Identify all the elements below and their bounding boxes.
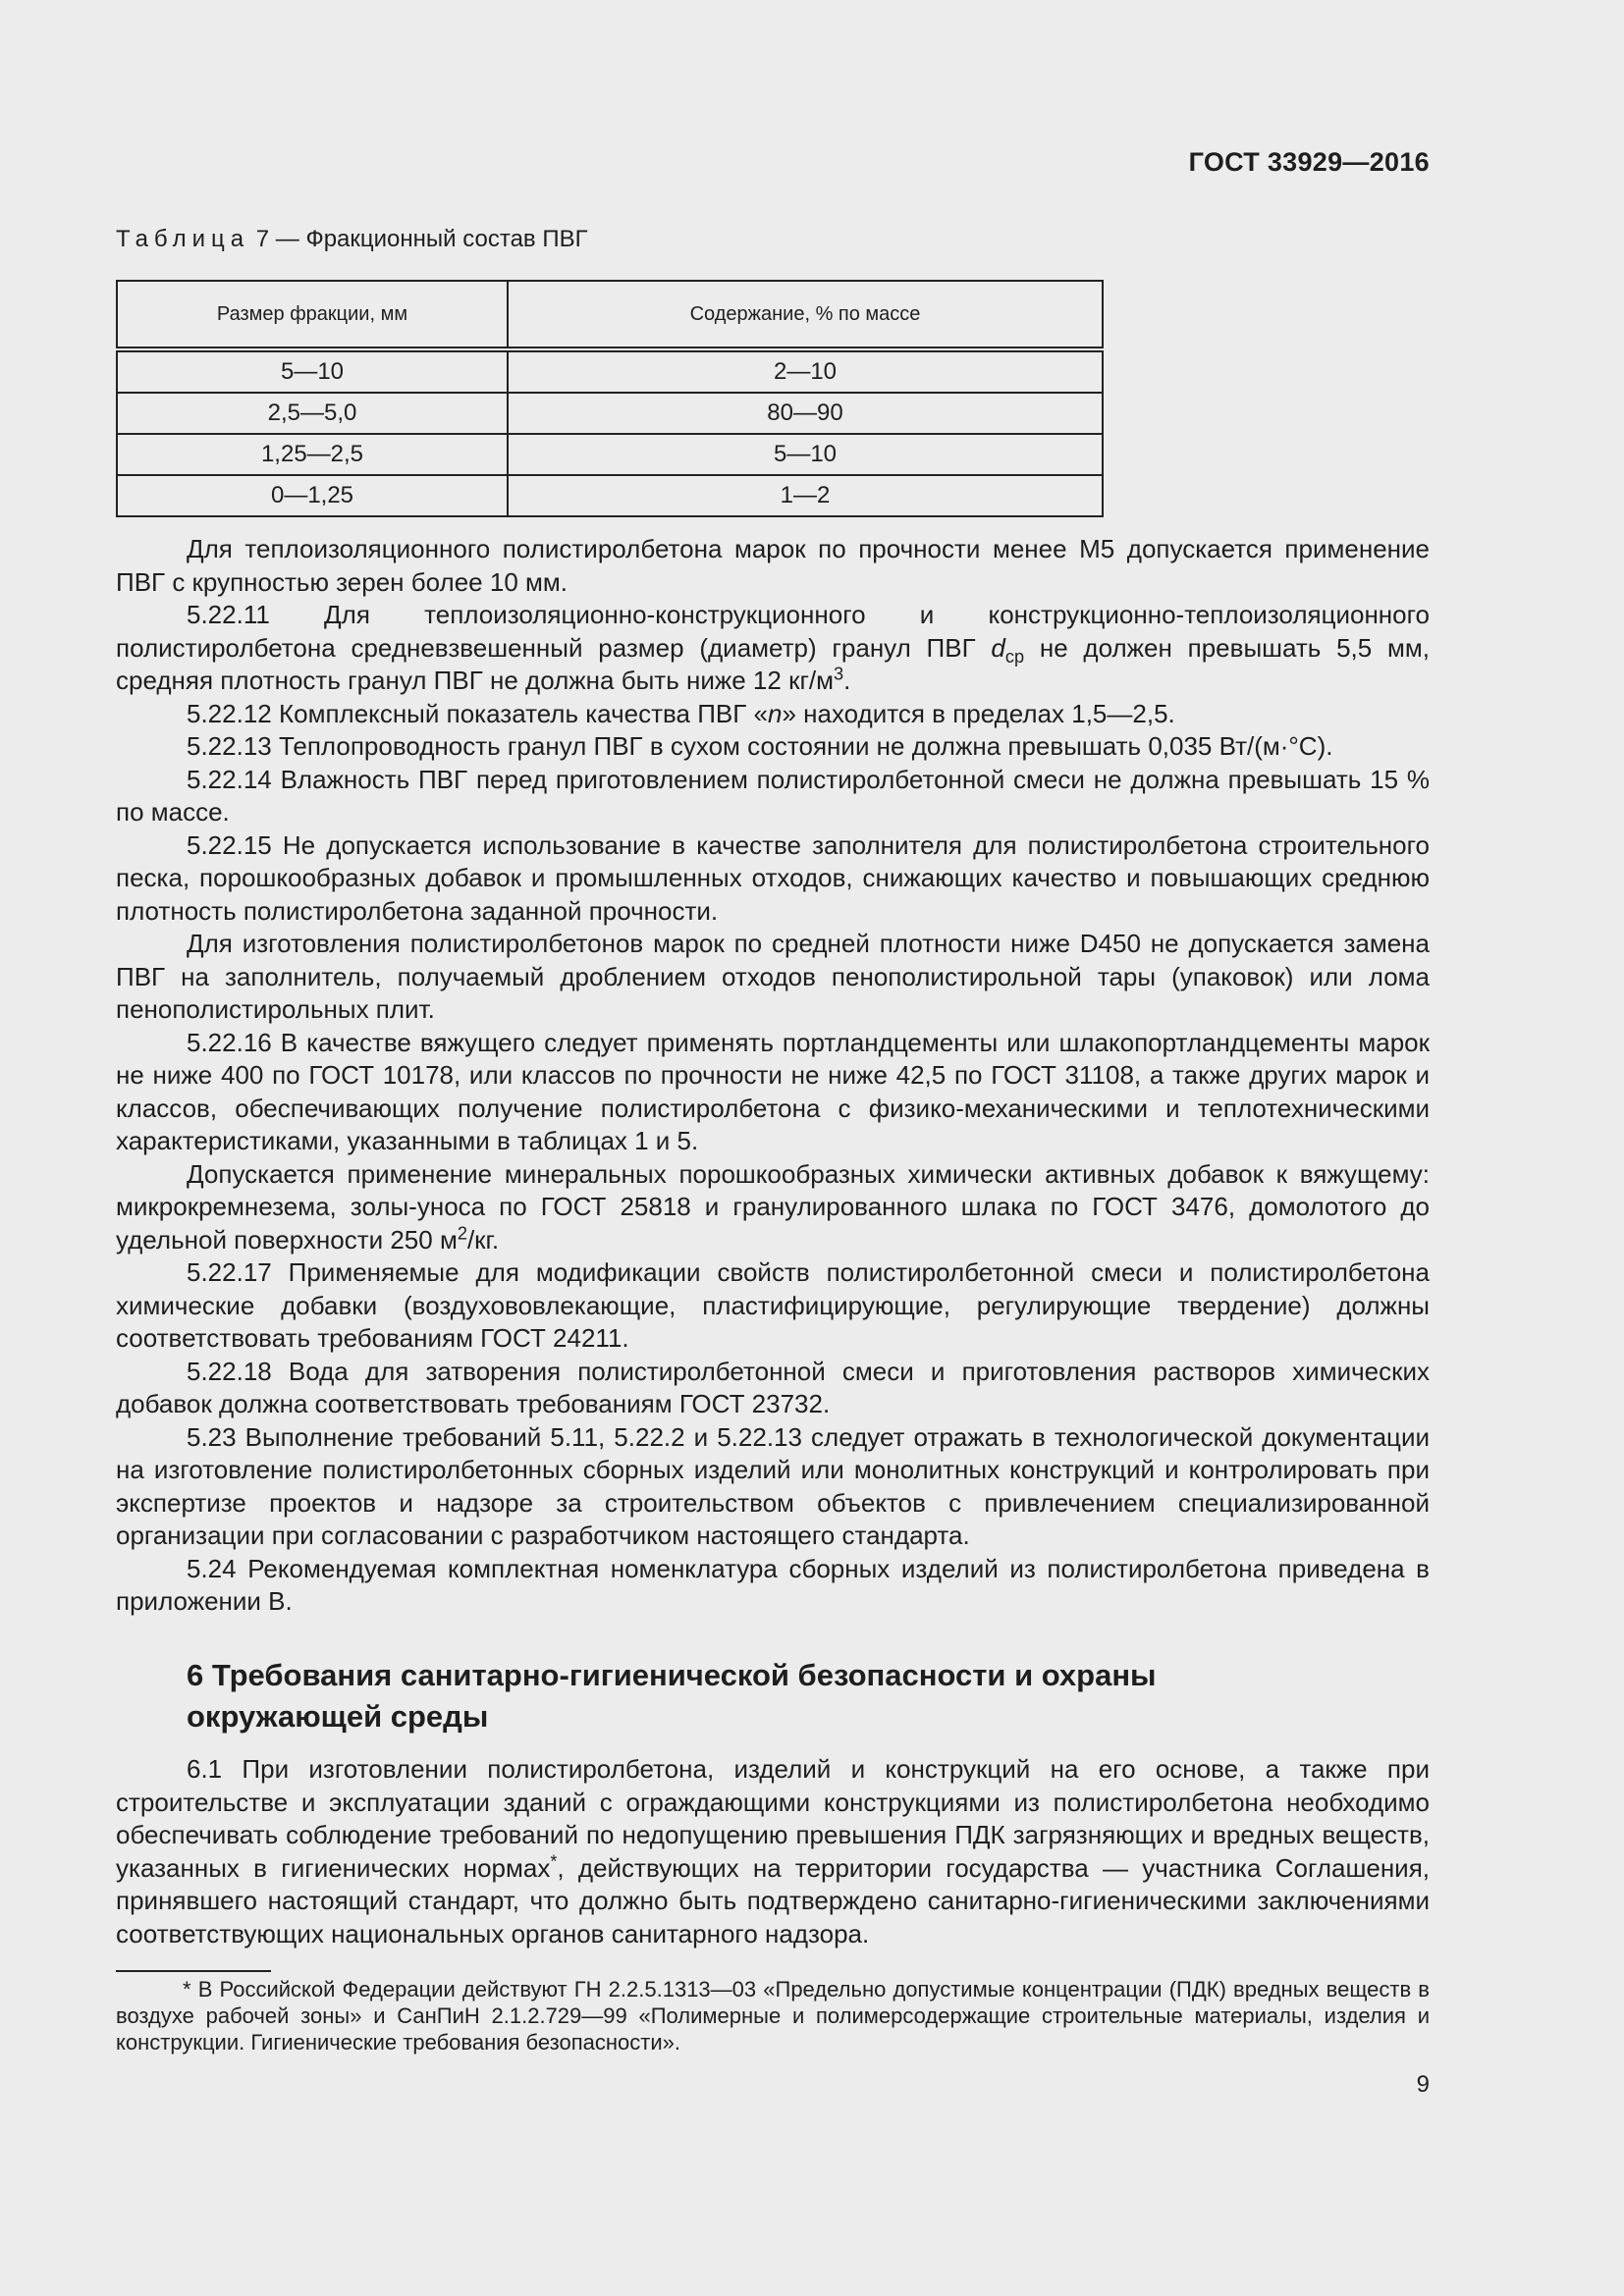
paragraph-5-22-18: 5.22.18 Вода для затворения полистиролбетонной смеси и приготовления растворов химических добавок должна соответствовать требованиям ГОСТ 23732. (116, 1356, 1430, 1418)
footnote-divider (116, 1970, 271, 1972)
paragraph-5-22-16: 5.22.16 В качестве вяжущего следует применять портландцементы или шлакопортландцементы марок не ниже 400 по ГОСТ 10178, или классов по прочности не ниже 42,5 по ГОСТ 31108, а также других марок и классов, обеспечивающих получение полистиролбетона с физико-механическими и теплотехническими характеристиками, указанными в таблицах 1 и 5. (116, 1027, 1430, 1155)
table-cell: 1,25—2,5 (117, 434, 508, 475)
paragraph-5-22-12: 5.22.12 Комплексный показатель качества ПВГ «n» находится в пределах 1,5—2,5. (187, 698, 1175, 728)
paragraph-5-24: 5.24 Рекомендуемая комплектная номенклатура сборных изделий из полистиролбетона приведена в приложении В. (116, 1553, 1430, 1616)
body-text (116, 533, 1430, 1619)
table-row (117, 349, 1103, 393)
table-cell: 0—1,25 (117, 475, 508, 516)
table-cell: 2—10 (508, 349, 1103, 393)
footnote: * В Российской Федерации действуют ГН 2.2.5.1313—03 «Предельно допустимые концентрации (ПДК) вредных веществ в воздухе рабочей зоны» и СанПиН 2.1.2.729—99 «Полимерные и полимерсодержащие строительные материалы, изделия и конструкции. Гигиенические требования безопасности». (116, 1977, 1430, 2055)
section-6-body (116, 1753, 1430, 1950)
paragraph: Для теплоизоляционного полистиролбетона марок по прочности менее М5 допускается применение ПВГ с крупностью зерен более 10 мм. (116, 534, 1430, 597)
table-cell: 1—2 (508, 475, 1103, 516)
footnote-marker: * (550, 1850, 558, 1871)
fraction-table (116, 280, 1104, 517)
table-caption-title: 7 — Фракционный состав ПВГ (249, 226, 588, 252)
paragraph-5-22-11: 5.22.11 Для теплоизоляционно-конструкционного и конструкционно-теплоизоляционного полистиролбетона средневзвешенный размер (диаметр) гранул ПВГ $d_{ср}$ не должен превышать 5,5 мм, средняя плотность гранул ПВГ не должна быть ниже 12 $кг/м^3$. (116, 600, 1430, 695)
table-header-row (117, 281, 1103, 349)
paragraph-6-1: 6.1 При изготовлении полистиролбетона, изделий и конструкций на его основе, а также при строительстве и эксплуатации зданий с ограждающими конструкциями из полистиролбетона необходимо обеспечивать соблюдение требований по недопущению превышения ПДК загрязняющих и вредных веществ, указанных в гигиенических нормах*, действующих на территории государства — участника Соглашения, принявшего настоящий стандарт, что должно быть подтверждено санитарно-гигиеническими заключениями соответствующих национальных органов санитарного надзора. (116, 1754, 1430, 1949)
paragraph-5-22-14: 5.22.14 Влажность ПВГ перед приготовлением полистиролбетонной смеси не должна превышать 15 % по массе. (116, 764, 1430, 827)
column-header: Размер фракции, мм (117, 281, 508, 349)
table-cell: 5—10 (117, 349, 508, 393)
table-cell: 5—10 (508, 434, 1103, 475)
table-cell: 80—90 (508, 393, 1103, 434)
table-row (117, 393, 1103, 434)
paragraph-5-23: 5.23 Выполнение требований 5.11, 5.22.2 и 5.22.13 следует отражать в технологической документации на изготовление полистиролбетонных сборных изделий или монолитных конструкций и контролировать при экспертизе проектов и надзоре за строительством объектов с привлечением специализированной организации при согласовании с разработчиком настоящего стандарта. (116, 1421, 1430, 1550)
paragraph-5-22-13: 5.22.13 Теплопроводность гранул ПВГ в сухом состоянии не должна превышать 0,035 Вт/(м·°С). (187, 731, 1333, 761)
section-6-title: 6 Требования санитарно-гигиенической безопасности и охраны окружающей среды (187, 1658, 1157, 1734)
standard-designation: ГОСТ 33929—2016 (1188, 147, 1430, 177)
paragraph: Допускается применение минеральных порошкообразных химически активных добавок к вяжущему: микрокремнезема, золы-уноса по ГОСТ 25818 и гранулированного шлака по ГОСТ 3476, домолотого до удельной поверхности 250 $м^2/кг$. (116, 1158, 1430, 1255)
page-number: 9 (1416, 2071, 1430, 2098)
paragraph-5-22-17: 5.22.17 Применяемые для модификации свойств полистиролбетонной смеси и полистиролбетона химические добавки (воздухововлекающие, пластифицирующие, регулирующие твердение) должны соответствовать требованиям ГОСТ 24211. (116, 1257, 1430, 1353)
table-caption-label: Таблица (116, 226, 250, 252)
paragraph: Для изготовления полистиролбетонов марок по средней плотности ниже D450 не допускается замена ПВГ на заполнитель, получаемый дроблением отходов пенополистирольной тары (упаковок) или лома пенополистирольных плит. (116, 929, 1430, 1024)
table-row (117, 434, 1103, 475)
table-caption (116, 226, 588, 253)
column-header: Содержание, % по массе (508, 281, 1103, 349)
paragraph-5-22-15: 5.22.15 Не допускается использование в качестве заполнителя для полистиролбетона строительного песка, порошкообразных добавок и промышленных отходов, снижающих качество и повышающих среднюю плотность полистиролбетона заданной прочности. (116, 829, 1430, 926)
table-cell: 2,5—5,0 (117, 393, 508, 434)
table-row (117, 475, 1103, 516)
